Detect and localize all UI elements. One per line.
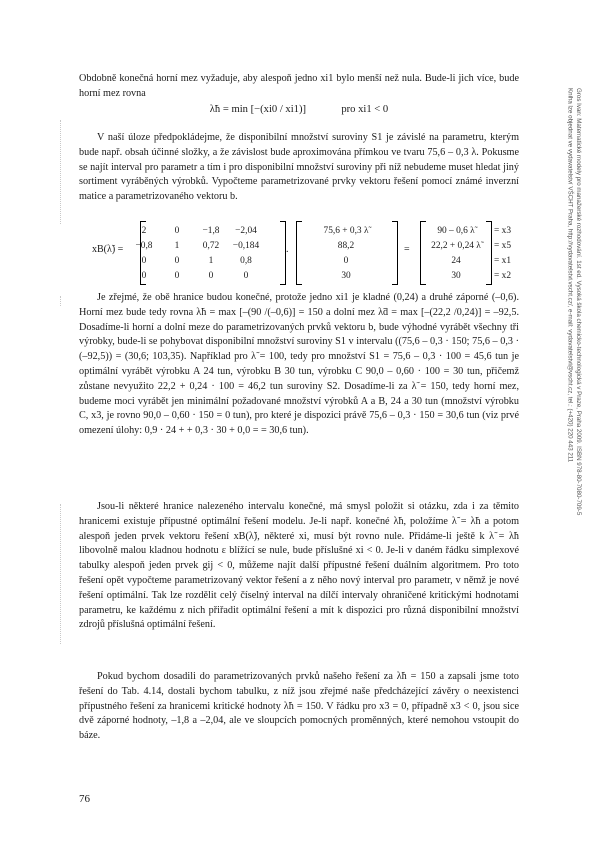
paragraph-5: Pokud bychom dosadili do parametrizovaných prvků našeho řešení za λ̃h = 150 a zapsali jsme toto řešení do Tab. 4.14, dostali bychom tabulku, z níž jsou zřejmé naše předcházející závěry o neexistenci přípustného řešení za hranicemi kritické hodnoty λ̃h = 150. V řádku pro x3 = 0, případně x3 < 0, jsou sice dvě záporné hodnoty, –1,8 a –2,04, ale ve sloupcích pomocných proměnných, které nemohou vstoupit do báze.	[79, 671, 519, 742]
result-right-bracket	[486, 221, 492, 285]
page-number: 76	[79, 793, 90, 805]
side-citation-line-1: Gros Ivan: Matematické modely pro manažerské rozhodování. 1st ed. Vysoká škola chemicko-technologická v Praze, Praha 2009. ISBN 978-80-7080-709-5	[574, 88, 582, 516]
vector-b-cell: 75,6 + 0,3 λ̃	[323, 226, 369, 236]
vector-b-cell: 88,2	[337, 241, 355, 251]
result-cell: 24	[451, 256, 461, 266]
equation-condition: pro xi1 < 0	[341, 104, 389, 115]
matrix-a-cell: −0,184	[232, 241, 260, 251]
paragraph-3: Je zřejmé, že obě hranice budou konečné, protože jedno xi1 je kladné (0,24) a druhé záporné (–0,6). Horní mez bude tedy rovna λ̃h = max [–(90 /(–0,6)] = 150 a dolní mez λ̃d = max [–(22,2 /0,24)] = –92,5. Dosadíme-li horní a dolní meze do parametrizovaných prvků vektoru b, bude výhodné vyrábět všechny tři výrobky, bude-li se pohybovat disponibilní množství suroviny S1 v intervalu ((75,6 – 0,3 · 150; 75,6 – 0,3 · (–92,5)) = (30,6; 103,35). Například pro λ̃ = 100, tedy pro množství S1 = 75,6 – 0,3 · 100 = 45,6 tun je optimální vyrábět výrobku A 24 tun, výrobku B 30 tun, výrobku C 90,0 – 0,60 · 100 = 30 tun, přičemž zůstane nevyužito 22,2 + 0,24 · 100 = 46,2 tun suroviny S2. Dosadíme-li za λ̃ = 150, tedy horní mez, budeme moci vyrábět jen minimální požadované množství výrobků A a B, 24 a 30 tun (množství výrobku C, x3, je rovno 90,0 – 0,60 · 150 = 0 tun), pro které je dispozici právě 75,6 – 0,3 · 150 = 30,6 tun (viz prvé omezení úlohy: 0,9 · 24 + + 0,3 · 30 + 0,0 = = 30,6 tun).	[79, 292, 519, 437]
margin-rule	[60, 296, 61, 306]
row-label: = x3	[494, 226, 512, 236]
matrix-a-cell: 0,8	[240, 256, 252, 266]
margin-rule	[60, 504, 61, 644]
side-citation-line-2: Kniha lze objednat ve vydavatelství VŠCHT Praha, http://vydavatelstvi.vscht.cz/, e-mail: vydavatelstvi@vscht.cz, tel.: (+420) 220 443 211	[566, 88, 574, 463]
matrix-a-cell: 0	[174, 226, 180, 236]
row-label: = x1	[494, 256, 512, 266]
equation-lhs: λ̃h = min [−(xi0 / xi1)]	[209, 104, 307, 115]
matrix-a-cell: 2	[141, 226, 147, 236]
matrix-a-cell: 0	[174, 256, 180, 266]
paragraph-2: V naší úloze předpokládejme, že disponibilní množství suroviny S1 je závislé na parametru, kterým bude např. obsah účinné složky, a že závislost bude aproximována přímkou ve tvaru 75,6 – 0,3 λ. Pokusme se najít interval pro parametr a tím i pro disponibilní množství suroviny při níž nebudeme muset hledat jiný sortiment vyráběných výrobků. Vypočteme parametrizované prvky vektoru řešení pomocí známé inverzní matice a parametrizovaného vektoru b.	[79, 132, 519, 203]
result-cell: 30	[451, 271, 461, 281]
matrix-a-cell: 0,72	[202, 241, 220, 251]
matrix-a-cell: 0	[141, 256, 147, 266]
paragraph-1: Obdobně konečná horní mez vyžaduje, aby alespoň jedno xi1 bylo menší než nula. Bude-li jich více, bude horní mez rovna	[79, 73, 519, 99]
matrix-a-cell: −1,8	[202, 226, 220, 236]
equation-upper-bound	[79, 104, 519, 115]
result-cell: 90 – 0,6 λ̃	[437, 226, 475, 236]
side-citation	[565, 88, 595, 768]
matrix-a-cell: 0	[141, 271, 147, 281]
vector-b-right-bracket	[392, 221, 398, 285]
equals-sign: =	[404, 244, 410, 255]
matrix-a-cell: 0	[243, 271, 249, 281]
matrix-a-cell: 0	[174, 271, 180, 281]
matrix-lhs: xB(λ̃) =	[92, 244, 124, 255]
side-citation-text	[565, 88, 582, 515]
matrix-a-cell: −2,04	[235, 226, 257, 236]
matrix-multiply-dot: .	[286, 244, 289, 255]
paragraph-4: Jsou-li některé hranice nalezeného intervalu konečné, má smysl položit si otázku, zda i za těmito hranicemi existuje přípustné optimální řešení modelu. Je-li např. konečné λ̃h, položíme λ̃ = λ̃h a potom alespoň jeden prvek vektoru řešení xB(λ̃), některé xi, musí být rovno nule. Přidáme-li ještě k λ̃ = λ̃h libovolně malou kladnou hodnotu ε blížící se nule, bude příslušné xi < 0. Je-li v daném řádku simplexové tabulky alespoň jeden prvek gij < 0, můžeme najít další přípustné řešení duálním algoritmem. Pro toto řešení opět vypočteme parametrizovaný vektor řešení a z něho nový interval pro parametr, v němž je nové řešení optimální. Tak lze rozdělit celý číselný interval na dílčí intervaly ohraničené kritickými hodnotami parametru, ke každému z nich přiřadit optimální řešení a mít k dispozici pro různá disponibilní množství zdrojů příslušná optimální řešení.	[79, 501, 519, 631]
matrix-a-cell: 1	[208, 256, 214, 266]
margin-rule	[60, 120, 61, 224]
row-label: = x5	[494, 241, 512, 251]
matrix-a-cell: 0	[208, 271, 214, 281]
result-cell: 22,2 + 0,24 λ̃	[431, 241, 481, 251]
row-label: = x2	[494, 271, 512, 281]
vector-b-cell: 30	[341, 271, 351, 281]
vector-b-cell: 0	[343, 256, 349, 266]
matrix-a-cell: 1	[174, 241, 180, 251]
matrix-a-cell: −0,8	[135, 241, 153, 251]
